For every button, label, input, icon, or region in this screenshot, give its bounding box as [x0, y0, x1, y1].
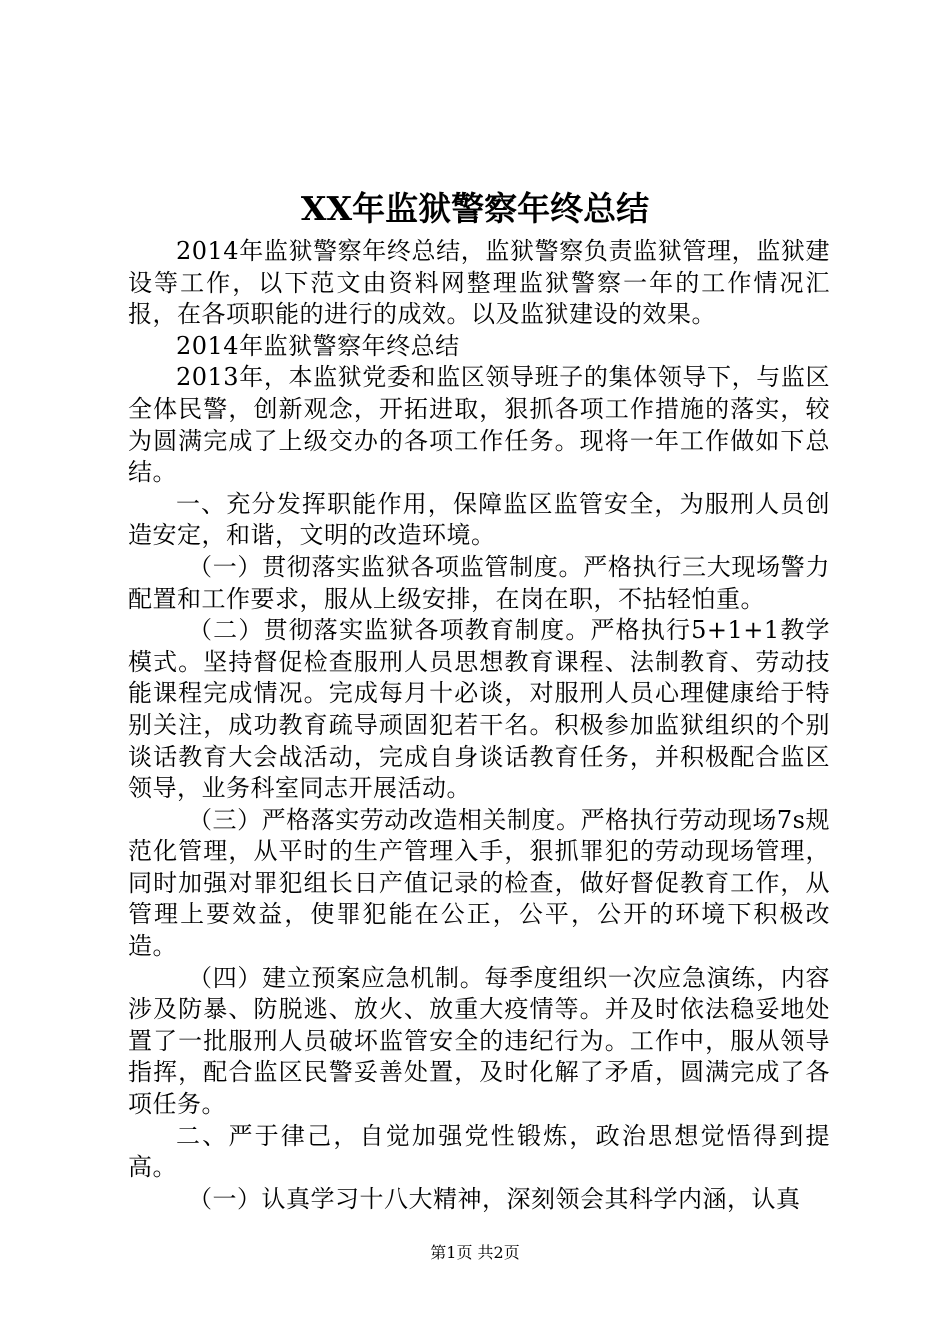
- paragraph-item-1-1: （一）贯彻落实监狱各项监管制度。严格执行三大现场警力配置和工作要求，服从上级安排，在岗在职，不拈轻怕重。: [128, 552, 830, 613]
- paragraph-subtitle: 2014年监狱警察年终总结: [176, 331, 460, 360]
- document-title: XX年监狱警察年终总结: [300, 189, 650, 228]
- paragraph-item-1-4: （四）建立预案应急机制。每季度组织一次应急演练，内容涉及防暴、防脱逃、放火、放重大疫情等。并及时依法稳妥地处置了一批服刑人员破坏监管安全的违纪行为。工作中，服从领导指挥，配合监区民警妥善处置，及时化解了矛盾，圆满完成了各项任务。: [128, 963, 830, 1119]
- paragraph-intro: 2014年监狱警察年终总结，监狱警察负责监狱管理，监狱建设等工作，以下范文由资料网整理监狱警察一年的工作情况汇报，在各项职能的进行的成效。以及监狱建设的效果。: [128, 237, 830, 329]
- document-body: [128, 236, 830, 1215]
- section-heading-1: 一、充分发挥职能作用，保障监区监管安全，为服刑人员创造安定，和谐，文明的改造环境。: [128, 489, 830, 550]
- paragraph-item-2-1: （一）认真学习十八大精神，深刻领会其科学内涵，认真: [188, 1184, 801, 1213]
- paragraph-item-1-2: （二）贯彻落实监狱各项教育制度。严格执行5+1+1教学模式。坚持督促检查服刑人员思想教育课程、法制教育、劳动技能课程完成情况。完成每月十必谈，对服刑人员心理健康给于特别关注，成功教育疏导顽固犯若干名。积极参加监狱组织的个别谈话教育大会战活动，完成自身谈话教育任务，并积极配合监区领导，业务科室同志开展活动。: [128, 616, 830, 803]
- paragraph-overview: 2013年，本监狱党委和监区领导班子的集体领导下，与监区全体民警，创新观念，开拓进取，狠抓各项工作措施的落实，较为圆满完成了上级交办的各项工作任务。现将一年工作做如下总结。: [128, 363, 830, 487]
- page-footer: 第1页 共2页: [430, 1243, 520, 1262]
- paragraph-item-1-3: （三）严格落实劳动改造相关制度。严格执行劳动现场7s规范化管理，从平时的生产管理入手，狠抓罪犯的劳动现场管理，同时加强对罪犯组长日产值记录的检查，做好督促教育工作，从管理上要效益，使罪犯能在公正，公平，公开的环境下积极改造。: [128, 805, 830, 961]
- section-heading-2: 二、严于律己，自觉加强党性锻炼，政治思想觉悟得到提高。: [128, 1121, 830, 1182]
